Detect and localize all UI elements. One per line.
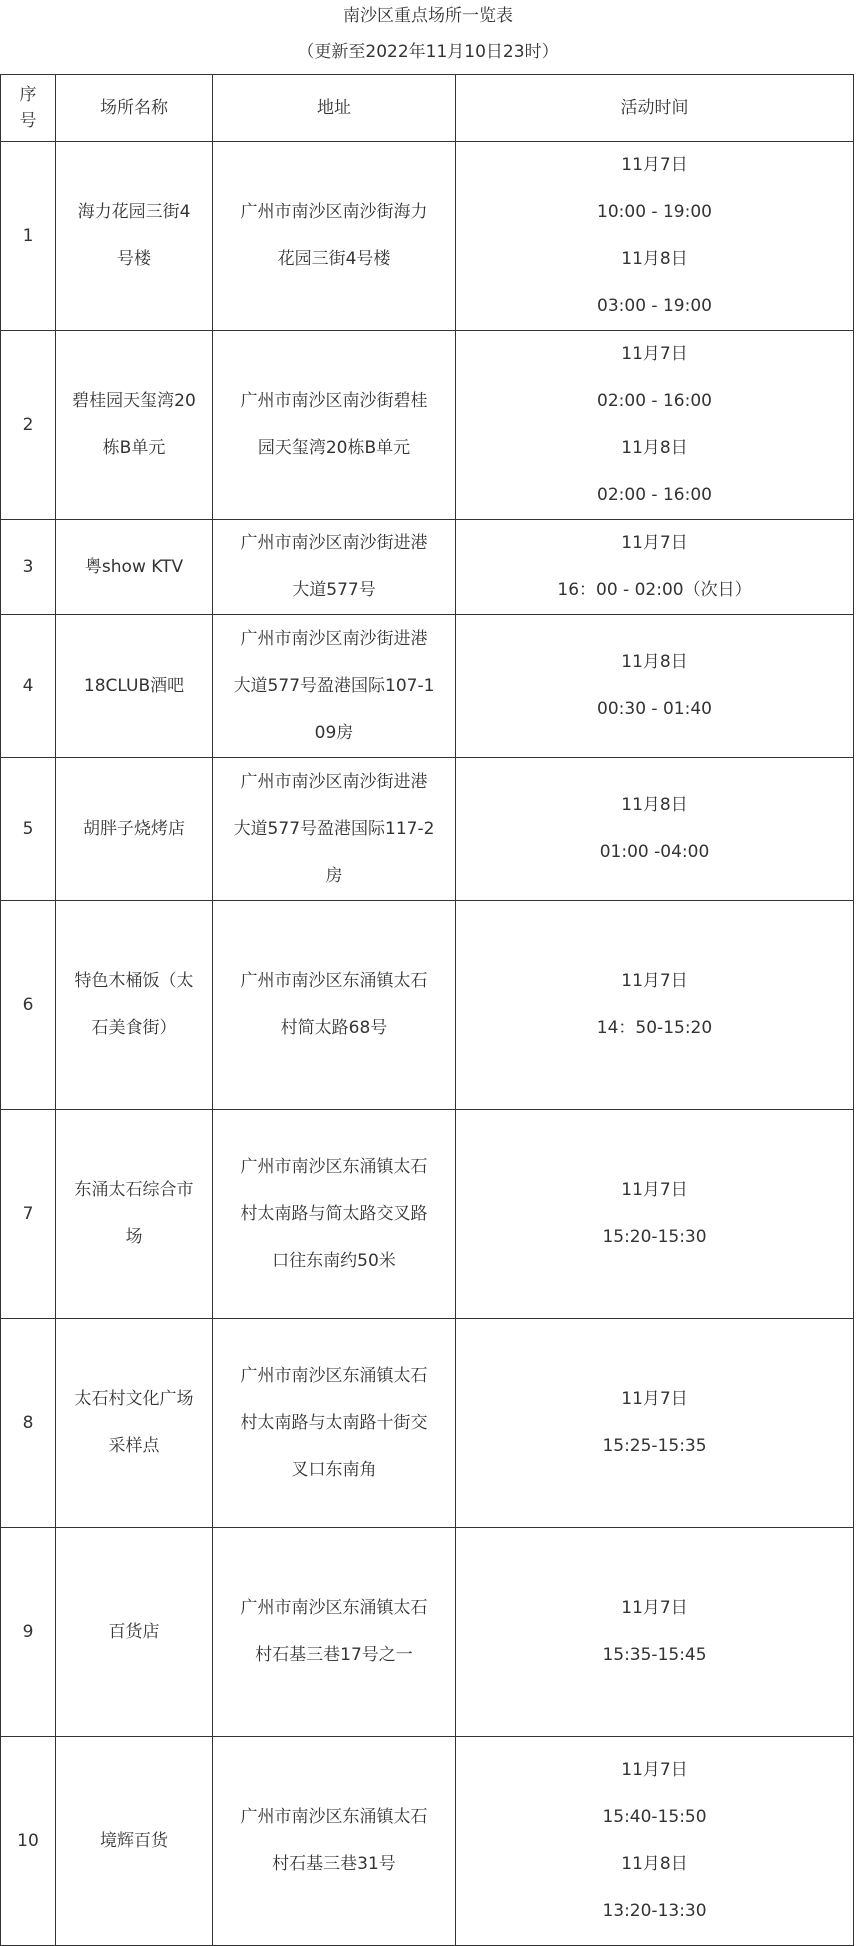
row-seq: 1 [1,142,56,331]
row-seq: 8 [1,1319,56,1528]
venue-address: 广州市南沙区南沙街碧桂 园天玺湾20栋B单元 [213,331,456,520]
activity-time: 11月7日 10:00 - 19:00 11月8日 03:00 - 19:00 [456,142,854,331]
venue-address: 广州市南沙区东涌镇太石 村石基三巷31号 [213,1737,456,1946]
row-seq: 7 [1,1110,56,1319]
venue-address: 广州市南沙区南沙街进港 大道577号 [213,520,456,615]
venue-address: 广州市南沙区东涌镇太石 村太南路与太南路十街交 叉口东南角 [213,1319,456,1528]
table-row [1,331,854,520]
table-row [1,1528,854,1737]
venue-address: 广州市南沙区东涌镇太石 村简太路68号 [213,901,456,1110]
venue-name: 太石村文化广场 采样点 [56,1319,213,1528]
venue-address: 广州市南沙区东涌镇太石 村太南路与简太路交叉路 口往东南约50米 [213,1110,456,1319]
table-row [1,1110,854,1319]
row-seq: 9 [1,1528,56,1737]
venue-address: 广州市南沙区南沙街海力 花园三街4号楼 [213,142,456,331]
table-row [1,1737,854,1946]
venue-address: 广州市南沙区东涌镇太石 村石基三巷17号之一 [213,1528,456,1737]
activity-time: 11月7日 15:35-15:45 [456,1528,854,1737]
row-seq: 3 [1,520,56,615]
venue-name: 境辉百货 [56,1737,213,1946]
venue-name: 百货店 [56,1528,213,1737]
venue-name: 特色木桶饭（太 石美食街） [56,901,213,1110]
table-row [1,901,854,1110]
table-row [1,142,854,331]
activity-time: 11月8日 00:30 - 01:40 [456,615,854,758]
col-header-time: 活动时间 [456,75,854,142]
activity-time: 11月7日 15:20-15:30 [456,1110,854,1319]
row-seq: 10 [1,1737,56,1946]
venue-name: 粤show KTV [56,520,213,615]
row-seq: 5 [1,758,56,901]
venue-address: 广州市南沙区南沙街进港 大道577号盈港国际117-2 房 [213,758,456,901]
activity-time: 11月7日 14：50-15:20 [456,901,854,1110]
venue-name: 胡胖子烧烤店 [56,758,213,901]
table-header-row [1,75,854,142]
venues-table [0,74,854,1946]
activity-time: 11月8日 01:00 -04:00 [456,758,854,901]
table-row [1,1319,854,1528]
venue-name: 18CLUB酒吧 [56,615,213,758]
table-row [1,758,854,901]
table-row [1,615,854,758]
venue-name: 碧桂园天玺湾20 栋B单元 [56,331,213,520]
row-seq: 4 [1,615,56,758]
col-header-seq: 序 号 [1,75,56,142]
activity-time: 11月7日 15:40-15:50 11月8日 13:20-13:30 [456,1737,854,1946]
row-seq: 6 [1,901,56,1110]
activity-time: 11月7日 16：00 - 02:00（次日） [456,520,854,615]
col-header-name: 场所名称 [56,75,213,142]
page-title: 南沙区重点场所一览表 [343,6,513,26]
activity-time: 11月7日 15:25-15:35 [456,1319,854,1528]
row-seq: 2 [1,331,56,520]
activity-time: 11月7日 02:00 - 16:00 11月8日 02:00 - 16:00 [456,331,854,520]
col-header-address: 地址 [213,75,456,142]
table-row [1,520,854,615]
venue-name: 海力花园三街4 号楼 [56,142,213,331]
update-subtitle: （更新至2022年11月10日23时） [297,42,559,62]
venue-address: 广州市南沙区南沙街进港 大道577号盈港国际107-1 09房 [213,615,456,758]
venue-name: 东涌太石综合市 场 [56,1110,213,1319]
